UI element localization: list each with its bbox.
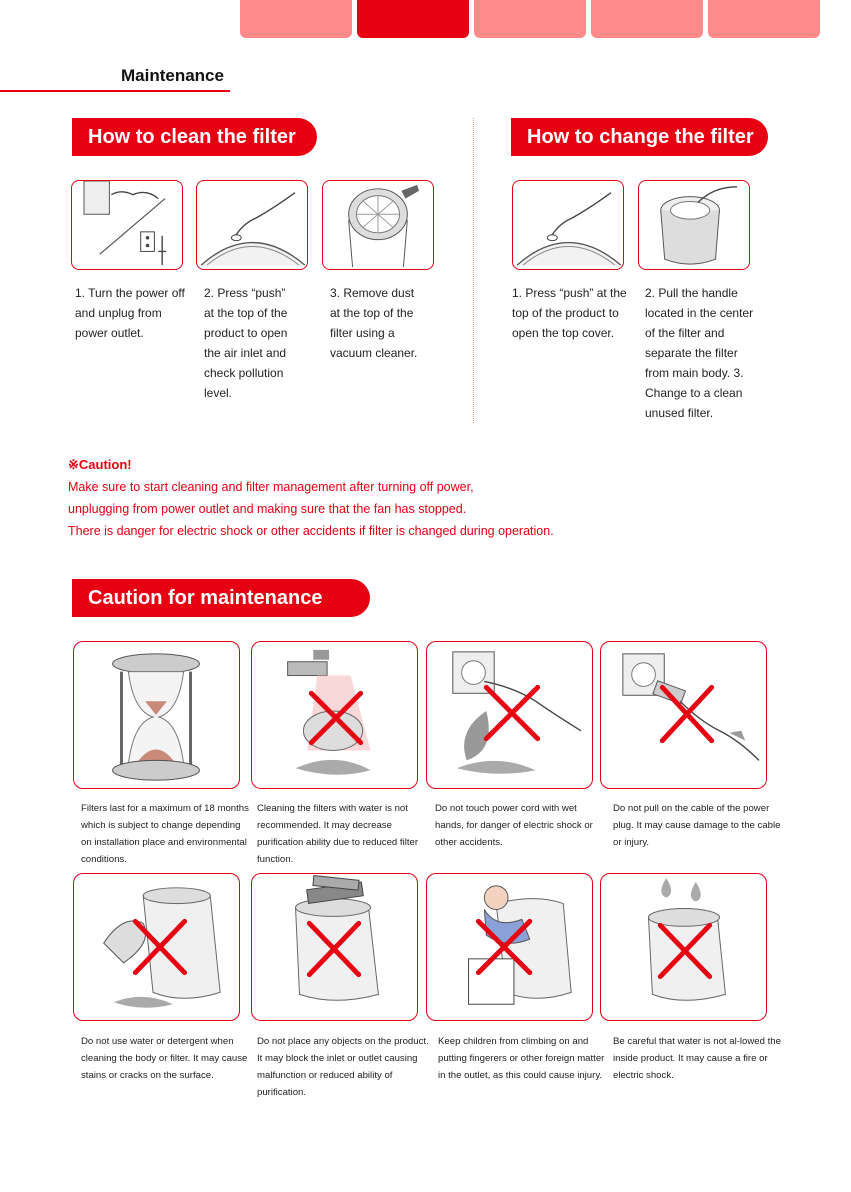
card-3-text: Do not touch power cord with wet hands, for danger of electric shock or other accidents. bbox=[435, 803, 593, 848]
clean-step-1: 1. Turn the power off and unplug from power outlet. bbox=[75, 286, 185, 340]
tab-1[interactable] bbox=[240, 0, 352, 38]
wet-hand-plug-icon bbox=[426, 641, 593, 789]
caution-line-2: unplugging from power outlet and making sure that the fan has stopped. bbox=[68, 502, 467, 516]
clean-filter-heading: How to clean the filter bbox=[72, 118, 317, 156]
tab-2-active[interactable] bbox=[357, 0, 469, 38]
water-drops-icon bbox=[600, 873, 767, 1021]
card-7-text: Keep children from climbing on and putting fingerers or other foreign matter in the outlet, as this could cause injury. bbox=[438, 1036, 605, 1081]
caution-line-1: Make sure to start cleaning and filter management after turning off power, bbox=[68, 480, 474, 494]
card-4-text: Do not pull on the cable of the power plug. It may cause damage to the cable or injury. bbox=[613, 803, 781, 848]
pull-filter-icon bbox=[638, 180, 750, 270]
page-title: Maintenance bbox=[121, 66, 224, 85]
top-tab-bar bbox=[240, 0, 820, 38]
change-step-1: 1. Press “push” at the top of the product to open the top cover. bbox=[512, 286, 627, 340]
caution-line-3: There is danger for electric shock or other accidents if filter is changed during operation. bbox=[68, 524, 554, 538]
change-filter-heading: How to change the filter bbox=[511, 118, 768, 156]
clean-step-2: 2. Press “push” at the top of the product to open the air inlet and check pollution level. bbox=[204, 286, 288, 400]
title-underline bbox=[0, 90, 230, 92]
unplug-power-icon bbox=[71, 180, 183, 270]
change-step-2: 2. Pull the handle located in the center of the filter and separate the filter from main body. 3. Change to a clean unused filter. bbox=[645, 286, 754, 420]
push-cover-icon bbox=[512, 180, 624, 270]
tab-3[interactable] bbox=[474, 0, 586, 38]
card-2-text: Cleaning the filters with water is not recommended. It may decrease purification ability due to reduced filter function. bbox=[257, 803, 419, 865]
objects-on-product-icon bbox=[251, 873, 418, 1021]
vacuum-filter-icon bbox=[322, 180, 434, 270]
detergent-spray-icon bbox=[73, 873, 240, 1021]
card-8-text: Be careful that water is not al-lowed the inside product. It may cause a fire or electric shock. bbox=[613, 1036, 781, 1081]
hourglass-icon bbox=[73, 641, 240, 789]
push-top-icon bbox=[196, 180, 308, 270]
tab-4[interactable] bbox=[591, 0, 703, 38]
pull-cable-icon bbox=[600, 641, 767, 789]
tab-5[interactable] bbox=[708, 0, 820, 38]
caution-heading: ※Caution! bbox=[68, 457, 132, 472]
water-tap-icon bbox=[251, 641, 418, 789]
clean-step-3: 3. Remove dust at the top of the filter using a vacuum cleaner. bbox=[330, 286, 418, 360]
card-5-text: Do not use water or detergent when cleaning the body or filter. It may cause stains or cracks on the surface. bbox=[81, 1036, 248, 1081]
card-6-text: Do not place any objects on the product. It may block the inlet or outlet causing malfunction or reduced ability of purification. bbox=[257, 1036, 429, 1098]
card-1-text: Filters last for a maximum of 18 months which is subject to change depending on installation place and environmental conditions. bbox=[81, 803, 249, 865]
maintenance-caution-heading: Caution for maintenance bbox=[72, 579, 370, 617]
column-divider bbox=[473, 118, 474, 423]
child-climbing-icon bbox=[426, 873, 593, 1021]
